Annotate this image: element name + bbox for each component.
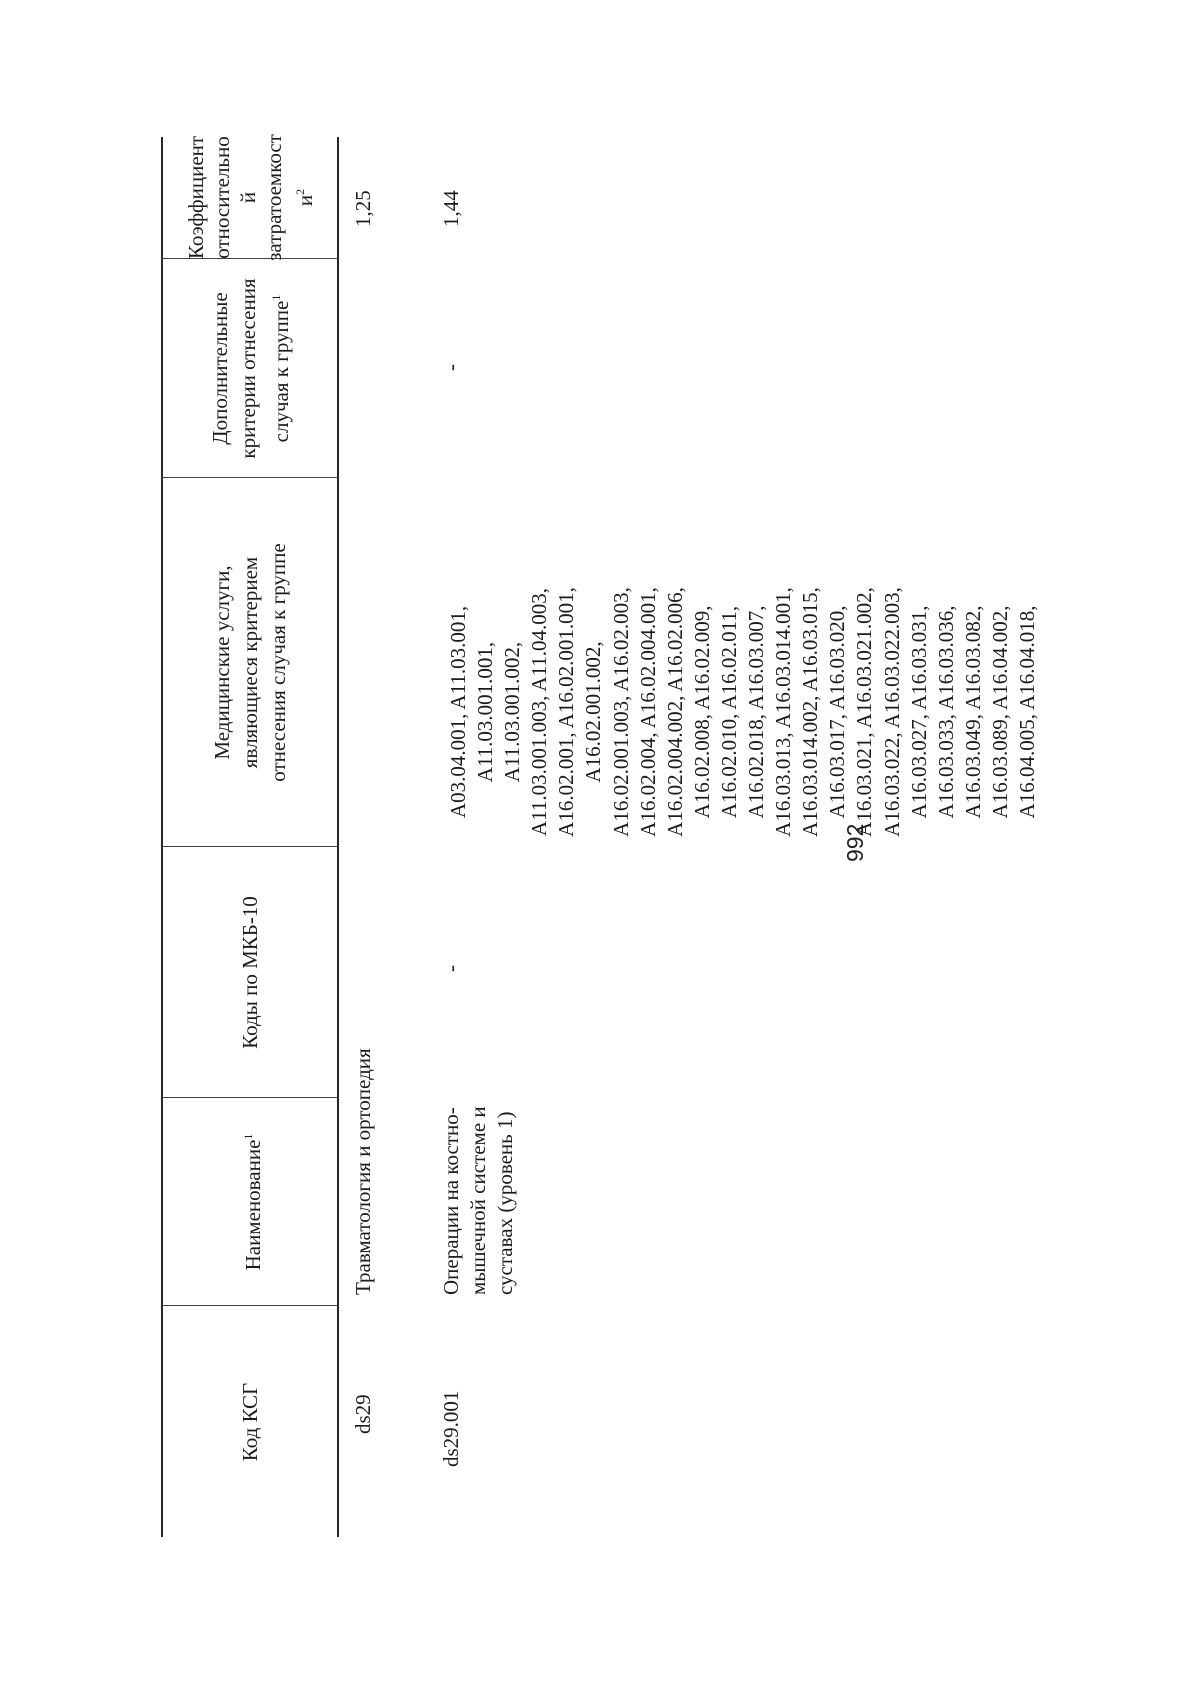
service-code: A16.02.001, A16.02.001.001, [554,587,579,837]
row-ds29-001-name: Операции на костно- мышечной системе и суставах (уровень 1) [439,1106,517,1295]
row-ds29-001-mkb: - [439,965,463,972]
header-coef-label: Коэффициент относительно й затратоемкост $и^2$ [183,134,317,261]
header-code-label: Код КСГ [238,1382,262,1462]
service-code: A16.03.033, A16.03.036, [933,605,958,819]
service-code: A11.03.001.001, [473,641,498,783]
row-ds29-001-criteria: - [439,364,463,371]
service-code: A16.02.010, A16.02.011, [716,605,741,819]
row-ds29-coef: 1,25 [351,190,375,227]
row-ds29-001-coef: 1,44 [439,190,463,227]
column-divider [162,1305,338,1306]
service-code: A16.03.014.002, A16.03.015, [798,587,823,837]
service-code: A16.03.017, A16.03.020, [825,605,850,819]
row-ds29-name: Травматология и ортопедия [351,1048,375,1295]
header-criteria [162,260,338,477]
service-code: A16.04.005, A16.04.018, [1014,605,1039,819]
service-code: A16.02.008, A16.02.009, [689,605,714,819]
service-code: A11.03.001.003, A11.04.003, [527,587,552,837]
service-code: A16.02.018, A16.03.007, [744,605,769,819]
column-divider [162,477,338,478]
column-divider [162,846,338,847]
row-ds29-001-code: ds29.001 [439,1390,463,1467]
service-code: A16.02.004, A16.02.004.001, [635,587,660,837]
header-services-label: Медицинские услуги, являющиеся критерием отнесения случая к группе [210,543,290,782]
service-code: A16.03.049, A16.03.082, [960,605,985,819]
service-code: A11.03.001.002, [500,641,525,783]
service-code: A16.02.001.003, A16.02.003, [608,587,633,837]
header-name-label: Наименование$^1$ [240,1133,265,1271]
row-ds29-001-services [445,522,1041,902]
row-ds29-code: ds29 [351,1394,375,1434]
service-code: A16.02.001.002, [581,641,606,783]
service-code: A16.02.004.002, A16.02.006, [662,587,687,837]
header-code [162,1307,338,1537]
page-number: 992 [842,823,868,862]
header-name [162,1099,338,1305]
header-coef [162,134,338,261]
service-code: A16.03.021, A16.03.021.002, [852,587,877,837]
service-code: A16.03.027, A16.03.031, [906,605,931,819]
service-code: A16.03.022, A16.03.022.003, [879,587,904,837]
service-code: A03.04.001, A11.03.001, [446,605,470,819]
header-services [162,479,338,846]
header-mkb [162,848,338,1097]
service-code: A16.03.013, A16.03.014.001, [771,587,796,837]
column-divider [162,1097,338,1098]
header-mkb-label: Коды по МКБ-10 [238,896,262,1049]
service-code: A16.03.089, A16.04.002, [987,605,1012,819]
header-criteria-label: Дополнительные критерии отнесения случая к группе$^1$ [207,278,293,459]
